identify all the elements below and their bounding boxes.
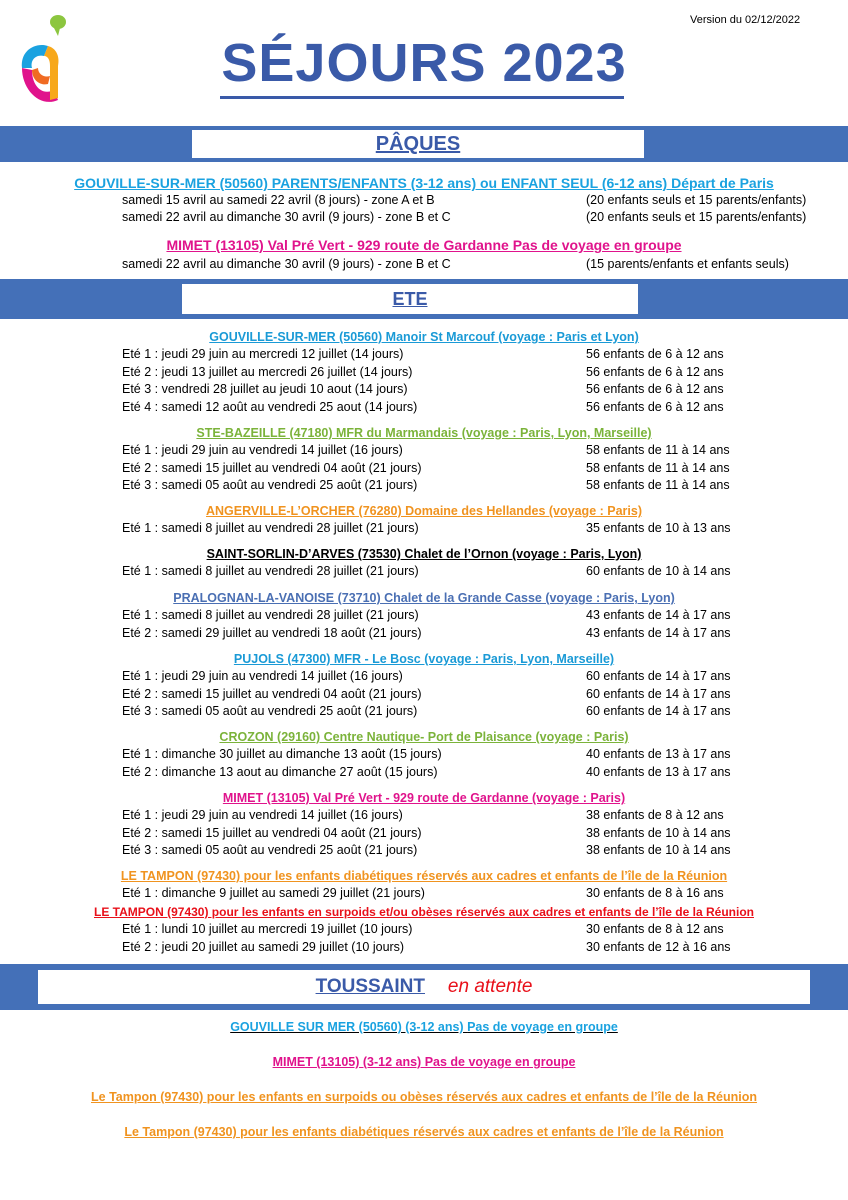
row-dates: Eté 1 : jeudi 29 juin au vendredi 14 juillet (16 jours) <box>122 669 403 683</box>
ete-row <box>0 808 848 826</box>
ete-heading: ETE <box>182 284 638 314</box>
toussaint-line: Le Tampon (97430) pour les enfants diabétiques réservés aux cadres et enfants de l’île de la Réunion <box>124 1125 724 1139</box>
toussaint-line: MIMET (13105) (3-12 ans) Pas de voyage en groupe <box>272 1055 576 1069</box>
paques-heading: PÂQUES <box>192 130 644 158</box>
row-dates: Eté 1 : samedi 8 juillet au vendredi 28 juillet (21 jours) <box>122 521 419 535</box>
paques-row <box>0 257 848 275</box>
ete-row <box>0 365 848 383</box>
ete-row <box>0 747 848 765</box>
row-info: 58 enfants de 11 à 14 ans <box>586 460 730 475</box>
row-info: 30 enfants de 8 à 12 ans <box>586 922 724 936</box>
ete-section-title: STE-BAZEILLE (47180) MFR du Marmandais (voyage : Paris, Lyon, Marseille) <box>196 426 652 440</box>
ete-row <box>0 608 848 626</box>
row-info: 43 enfants de 14 à 17 ans <box>586 608 731 622</box>
ete-section-title: ANGERVILLE-L’ORCHER (76280) Domaine des Hellandes (voyage : Paris) <box>205 504 642 518</box>
ete-section-title: SAINT-SORLIN-D’ARVES (73530) Chalet de l’Ornon (voyage : Paris, Lyon) <box>206 547 642 561</box>
row-info: (15 parents/enfants et enfants seuls) <box>586 257 789 271</box>
row-dates: Eté 1 : samedi 8 juillet au vendredi 28 juillet (21 jours) <box>122 564 419 578</box>
ete-row <box>0 382 848 400</box>
row-dates: Eté 1 : dimanche 30 juillet au dimanche 13 août (15 jours) <box>122 747 442 761</box>
toussaint-line-note: Pas de voyage en groupe <box>467 1020 618 1034</box>
row-info: 30 enfants de 8 à 16 ans <box>586 886 724 900</box>
row-dates: Eté 2 : dimanche 13 aout au dimanche 27 août (15 jours) <box>122 764 438 779</box>
row-info: 58 enfants de 11 à 14 ans <box>586 478 730 492</box>
ete-row <box>0 704 848 722</box>
paques-band <box>0 126 848 162</box>
ete-row <box>0 347 848 365</box>
ete-section-title: MIMET (13105) Val Pré Vert - 929 route de Gardanne (voyage : Paris) <box>222 791 626 805</box>
row-info: 43 enfants de 14 à 17 ans <box>586 625 731 640</box>
ete-row <box>0 765 848 783</box>
ete-row <box>0 626 848 644</box>
row-info: 60 enfants de 10 à 14 ans <box>586 564 731 578</box>
row-info: 38 enfants de 8 à 12 ans <box>586 808 724 822</box>
row-info: 40 enfants de 13 à 17 ans <box>586 747 731 761</box>
ete-section-title: PRALOGNAN-LA-VANOISE (73710) Chalet de la Grande Casse (voyage : Paris, Lyon) <box>173 591 675 605</box>
page-title: SÉJOURS 2023 <box>221 33 627 93</box>
ete-section-title: CROZON (29160) Centre Nautique- Port de Plaisance (voyage : Paris) <box>219 730 629 744</box>
row-dates: samedi 22 avril au dimanche 30 avril (9 jours) - zone B et C <box>122 210 451 224</box>
row-dates: Eté 1 : samedi 8 juillet au vendredi 28 juillet (21 jours) <box>122 608 419 622</box>
toussaint-line-text: GOUVILLE SUR MER (50560) (3-12 ans) <box>230 1020 468 1034</box>
ete-row <box>0 669 848 687</box>
toussaint-line <box>0 1020 848 1034</box>
row-dates: Eté 1 : lundi 10 juillet au mercredi 19 juillet (10 jours) <box>122 922 413 936</box>
toussaint-status: en attente <box>447 976 533 997</box>
row-info: 60 enfants de 14 à 17 ans <box>586 704 731 718</box>
ete-section-title: LE TAMPON (97430) pour les enfants en surpoids et/ou obèses réservés aux cadres et enfants de l’île de la Réunion <box>94 905 754 919</box>
row-dates: Eté 3 : samedi 05 août au vendredi 25 août (21 jours) <box>122 843 418 857</box>
title-underline <box>220 96 624 99</box>
row-info: 40 enfants de 13 à 17 ans <box>586 764 731 779</box>
row-info: 38 enfants de 10 à 14 ans <box>586 825 731 840</box>
paques-section-title: MIMET (13105) Val Pré Vert - 929 route de Gardanne Pas de voyage en groupe <box>166 237 682 253</box>
ete-row <box>0 886 848 904</box>
version-date: Version du 02/12/2022 <box>690 14 801 26</box>
row-dates: Eté 3 : samedi 05 août au vendredi 25 août (21 jours) <box>122 704 418 718</box>
ete-row <box>0 478 848 496</box>
ete-row <box>0 843 848 861</box>
row-info: (20 enfants seuls et 15 parents/enfants) <box>586 210 807 224</box>
ete-section-title: LE TAMPON (97430) pour les enfants diabétiques réservés aux cadres et enfants de l’île de la Réunion <box>120 869 728 883</box>
ete-row <box>0 922 848 940</box>
row-dates: Eté 2 : samedi 15 juillet au vendredi 04 août (21 jours) <box>122 686 422 701</box>
toussaint-heading: TOUSSAINT <box>315 976 425 997</box>
row-info: 56 enfants de 6 à 12 ans <box>586 399 724 414</box>
row-dates: Eté 3 : vendredi 28 juillet au jeudi 10 aout (14 jours) <box>122 382 408 396</box>
ete-section-title: PUJOLS (47300) MFR - Le Bosc (voyage : Paris, Lyon, Marseille) <box>233 652 615 666</box>
ete-row <box>0 564 848 582</box>
row-dates: Eté 2 : jeudi 20 juillet au samedi 29 juillet (10 jours) <box>122 939 405 954</box>
ete-row <box>0 826 848 844</box>
paques-row <box>0 193 848 211</box>
row-dates: Eté 4 : samedi 12 août au vendredi 25 aout (14 jours) <box>122 399 418 414</box>
row-info: 56 enfants de 6 à 12 ans <box>586 364 724 379</box>
ete-row <box>0 521 848 539</box>
row-dates: Eté 2 : samedi 15 juillet au vendredi 04 août (21 jours) <box>122 825 422 840</box>
row-dates: Eté 1 : jeudi 29 juin au vendredi 14 juillet (16 jours) <box>122 443 403 457</box>
row-info: 56 enfants de 6 à 12 ans <box>586 347 724 361</box>
row-info: 60 enfants de 14 à 17 ans <box>586 686 731 701</box>
row-dates: samedi 22 avril au dimanche 30 avril (9 jours) - zone B et C <box>122 257 451 271</box>
row-dates: Eté 3 : samedi 05 août au vendredi 25 août (21 jours) <box>122 478 418 492</box>
ete-row <box>0 400 848 418</box>
row-info: 30 enfants de 12 à 16 ans <box>586 939 731 954</box>
paques-section-title: GOUVILLE-SUR-MER (50560) PARENTS/ENFANTS (3-12 ans) ou ENFANT SEUL (6-12 ans) Départ de Paris <box>74 175 774 191</box>
row-info: 56 enfants de 6 à 12 ans <box>586 382 724 396</box>
row-dates: Eté 1 : dimanche 9 juillet au samedi 29 juillet (21 jours) <box>122 886 425 900</box>
ete-section-title: GOUVILLE-SUR-MER (50560) Manoir St Marcouf (voyage : Paris et Lyon) <box>209 330 639 344</box>
row-dates: Eté 2 : jeudi 13 juillet au mercredi 26 juillet (14 jours) <box>122 364 413 379</box>
ete-row <box>0 687 848 705</box>
toussaint-band <box>0 964 848 1010</box>
toussaint-heading-box <box>38 970 810 1004</box>
row-info: 58 enfants de 11 à 14 ans <box>586 443 730 457</box>
row-dates: Eté 2 : samedi 29 juillet au vendredi 18 août (21 jours) <box>122 625 422 640</box>
row-info: 35 enfants de 10 à 13 ans <box>586 521 731 535</box>
ete-row <box>0 443 848 461</box>
row-info: 60 enfants de 14 à 17 ans <box>586 669 731 683</box>
ete-row <box>0 461 848 479</box>
ete-row <box>0 940 848 958</box>
row-info: (20 enfants seuls et 15 parents/enfants) <box>586 193 807 207</box>
paques-row <box>0 210 848 228</box>
row-dates: Eté 1 : jeudi 29 juin au vendredi 14 juillet (16 jours) <box>122 808 403 822</box>
toussaint-line: Le Tampon (97430) pour les enfants en surpoids ou obèses réservés aux cadres et enfants de l’île de la Réunion <box>91 1090 757 1104</box>
row-info: 38 enfants de 10 à 14 ans <box>586 843 731 857</box>
row-dates: Eté 2 : samedi 15 juillet au vendredi 04 août (21 jours) <box>122 460 422 475</box>
ete-band <box>0 279 848 319</box>
row-dates: Eté 1 : jeudi 29 juin au mercredi 12 juillet (14 jours) <box>122 347 404 361</box>
row-dates: samedi 15 avril au samedi 22 avril (8 jours) - zone A et B <box>122 193 435 207</box>
